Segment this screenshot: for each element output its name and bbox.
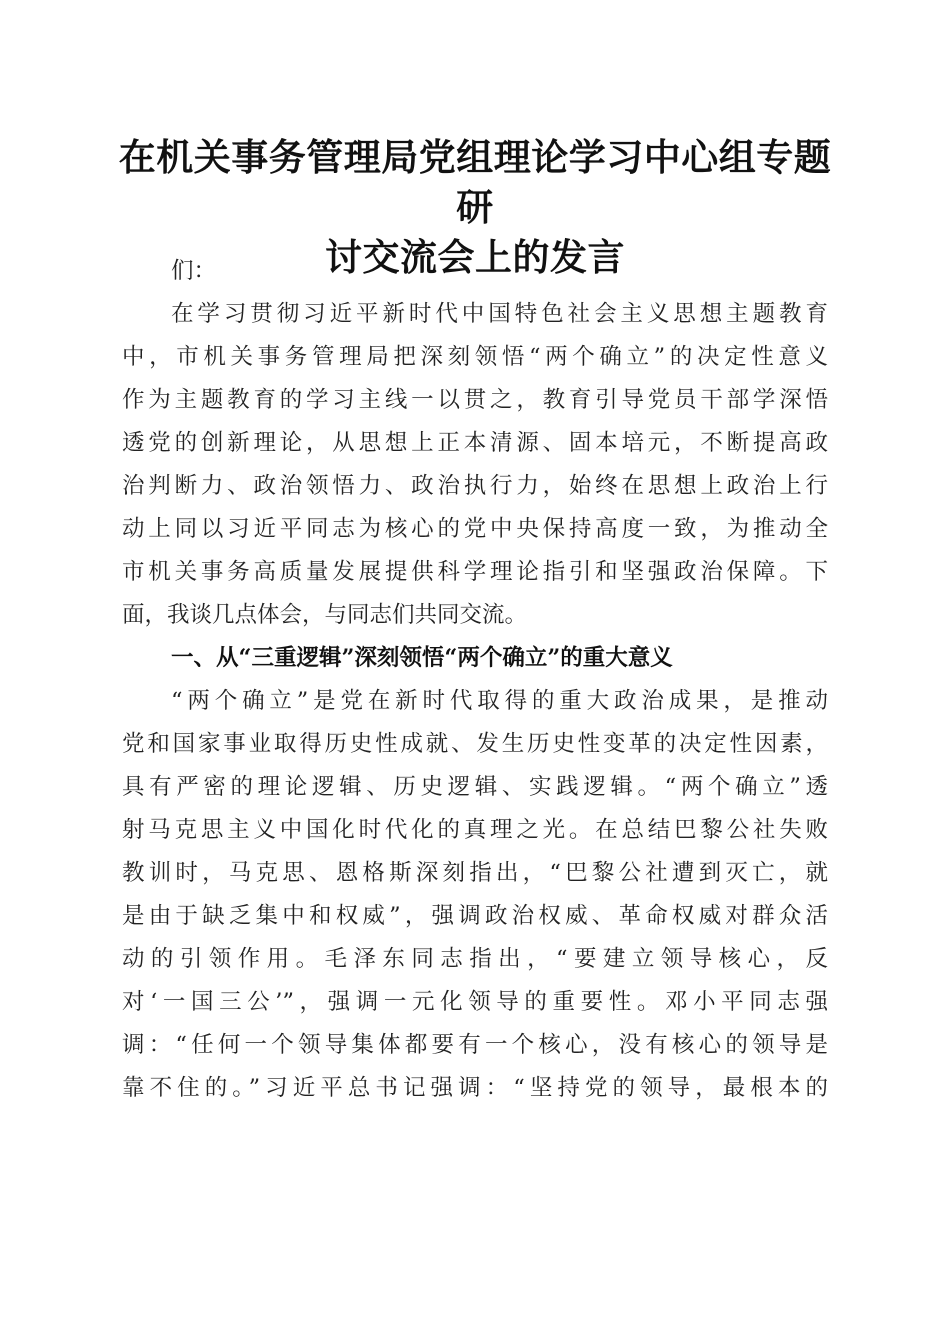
paragraph-section-1 [122, 680, 828, 1110]
paragraph-line: 动上同以习近平同志为核心的党中央保持高度一致，为推动全 [122, 516, 828, 542]
document-body [122, 250, 828, 1110]
paragraph-line: 是由于缺乏集中和权威”，强调政治权威、革命权威对群众活 [122, 903, 828, 929]
paragraph-line: 作为主题教育的学习主线一以贯之，教育引导党员干部学深悟 [122, 387, 828, 413]
paragraph-line: 党和国家事业取得历史性成就、发生历史性变革的决定性因素， [122, 731, 828, 757]
paragraph-line: “两个确立”是党在新时代取得的重大政治成果，是推动 [171, 688, 828, 714]
paragraph-line: 调：“任何一个领导集体都要有一个核心，没有核心的领导是 [122, 1032, 828, 1058]
paragraph-line: 射马克思主义中国化时代化的真理之光。在总结巴黎公社失败 [122, 817, 828, 843]
paragraph-line: 具有严密的理论逻辑、历史逻辑、实践逻辑。“两个确立”透 [122, 774, 828, 800]
section-heading: 一、从“三重逻辑”深刻领悟“两个确立”的重大意义 [171, 645, 673, 671]
paragraph-line: 面，我谈几点体会，与同志们共同交流。 [122, 602, 528, 628]
paragraph-line: 透党的创新理论，从思想上正本清源、固本培元，不断提高政 [122, 430, 828, 456]
title-line: 讨交流会上的发言 [325, 235, 625, 279]
paragraph-line: 市机关事务高质量发展提供科学理论指引和坚强政治保障。下 [122, 559, 828, 585]
paragraph-line: 靠不住的。”习近平总书记强调：“坚持党的领导，最根本的 [122, 1075, 828, 1101]
title-line: 在机关事务管理局党组理论学习中心组专题研 [118, 135, 832, 229]
salutation: 们： [171, 258, 217, 284]
paragraph-line: 中，市机关事务管理局把深刻领悟“两个确立”的决定性意义 [122, 344, 828, 370]
paragraph-line: 对‘一国三公’”，强调一元化领导的重要性。邓小平同志强 [122, 989, 828, 1015]
paragraph-line: 教训时，马克思、恩格斯深刻指出，“巴黎公社遭到灭亡，就 [122, 860, 828, 886]
paragraph-line: 在学习贯彻习近平新时代中国特色社会主义思想主题教育 [171, 301, 828, 327]
paragraph-intro [122, 293, 828, 637]
paragraph-line: 治判断力、政治领悟力、政治执行力，始终在思想上政治上行 [122, 473, 828, 499]
paragraph-line: 动的引领作用。毛泽东同志指出，“要建立领导核心，反 [122, 946, 828, 972]
